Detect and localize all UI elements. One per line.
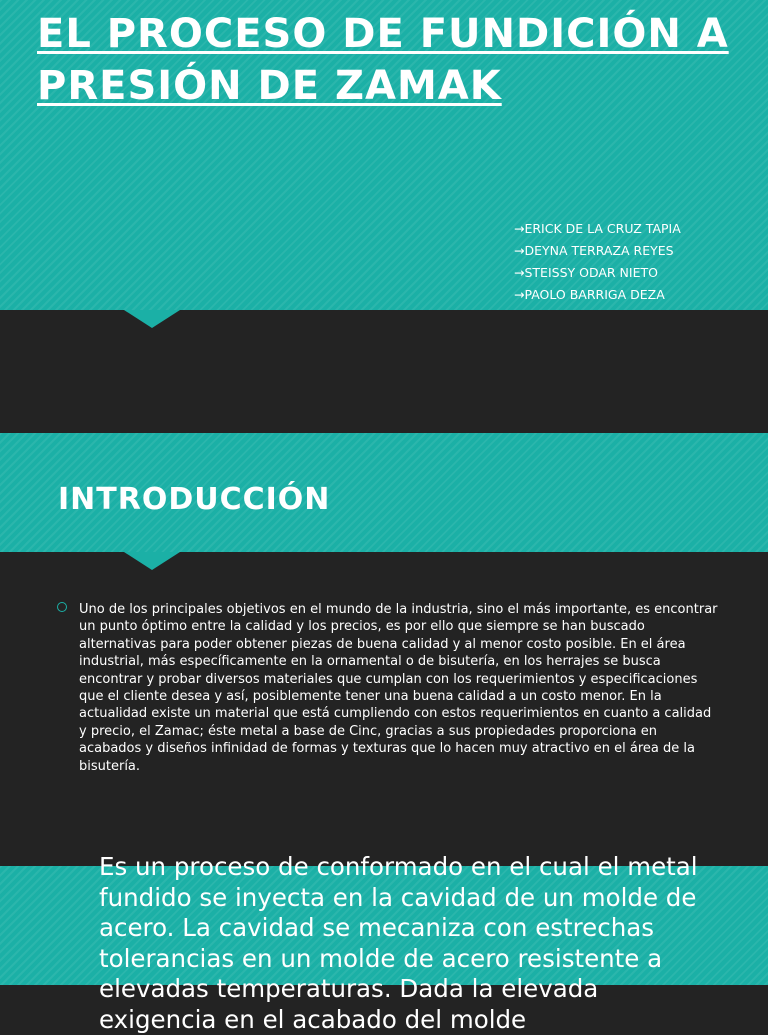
author-list (514, 218, 681, 306)
author-item: →PAOLO BARRIGA DEZA (514, 287, 665, 302)
author-item: →STEISSY ODAR NIETO (514, 265, 658, 280)
slide1-divider-notch (124, 310, 180, 328)
slide3-body-text: Es un proceso de conformado en el cual el metal fundido se inyecta en la cavidad de un molde de acero. La cavidad se mecaniza con estrechas tolerancias en un molde de acero resistente a elevadas temperaturas. Dada la elevada exigencia en el acabado del molde (99, 852, 698, 1034)
bullet-ring-icon (57, 602, 67, 612)
intro-paragraph: Uno de los principales objetivos en el mundo de la industria, sino el más importante, es encontrar un punto óptimo entre la calidad y los precios, es por ello que siempre se han buscado alternativas para poder obtener piezas de buena calidad y al menor costo posible. En el área industrial, más específicamente en la ornamental o de bisutería, en los herrajes se busca encontrar y probar diversos materiales que cumplan con los requerimientos y especificaciones que el cliente desea y así, posiblemente tener una buena calidad a un costo menor. En la actualidad existe un material que está cumpliendo con estos requerimientos en cuanto a calidad y precio, el Zamac; éste metal a base de Cinc, gracias a sus propiedades proporciona en acabados y diseños infinidad de formas y texturas que lo hacen muy atractivo en el área de la bisutería. (79, 602, 718, 774)
section-heading: INTRODUCCIÓN (58, 482, 331, 517)
author-item: →DEYNA TERRAZA REYES (514, 243, 674, 258)
slide-title: EL PROCESO DE FUNDICIÓN A PRESIÓN DE ZAMAK (37, 11, 729, 109)
author-item: →ERICK DE LA CRUZ TAPIA (514, 221, 681, 236)
slide2-divider-notch (124, 552, 180, 570)
slide1-content-area (0, 310, 768, 433)
